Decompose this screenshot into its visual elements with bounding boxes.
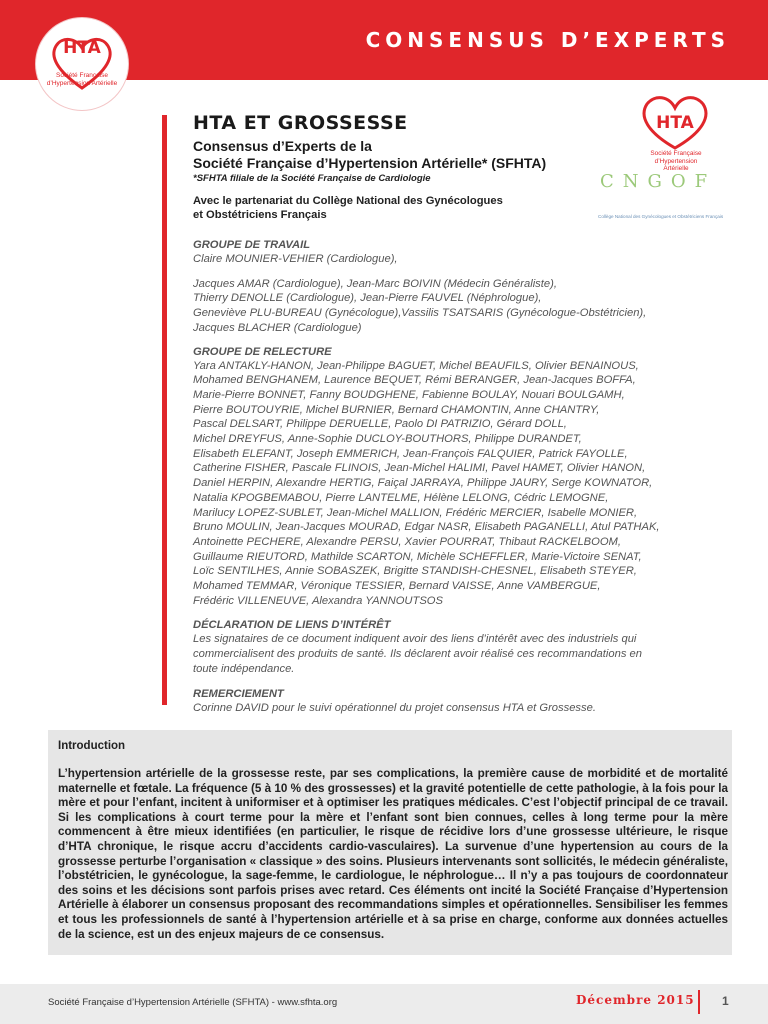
list-item: Antoinette PECHERE, Alexandre PERSU, Xavier POURRAT, Thibaut RACKELBOOM, <box>193 535 621 548</box>
list-item: Marilucy LOPEZ-SUBLET, Jean-Michel MALLION, Frédéric MERCIER, Isabelle MONIER, <box>193 506 638 519</box>
accent-rule <box>162 115 167 705</box>
list-item: Marie-Pierre BONNET, Fanny BOUDGHENE, Fabienne BOULAY, Nouari BOULGAMH, <box>193 388 625 401</box>
list-item: Frédéric VILLENEUVE, Alexandra YANNOUTSOS <box>193 594 443 607</box>
partner-line-1: Avec le partenariat du Collège National des Gynécologues <box>193 195 503 207</box>
list-item: Guillaume RIEUTORD, Mathilde SCARTON, Michèle SCHEFFLER, Marie-Victoire SENAT, <box>193 550 642 563</box>
groupe-travail-list <box>193 252 733 336</box>
partnership <box>193 194 733 222</box>
list-item: Jacques AMAR (Cardiologue), Jean-Marc BOIVIN (Médecin Généraliste), <box>193 277 557 290</box>
groupe-travail-heading: GROUPE DE TRAVAIL <box>193 239 311 251</box>
list-item: Thierry DENOLLE (Cardiologue), Jean-Pierre FAUVEL (Néphrologue), <box>193 292 542 305</box>
introduction-box <box>48 730 732 955</box>
list-item: Michel DREYFUS, Anne-Sophie DUCLOY-BOUTHORS, Philippe DURANDET, <box>193 433 582 446</box>
footer-divider <box>698 990 700 1014</box>
list-item: Yara ANTAKLY-HANON, Jean-Philippe BAGUET, Michel BEAUFILS, Olivier BENAINOUS, <box>193 359 639 372</box>
page-number: 1 <box>722 994 729 1008</box>
list-item: Catherine FISHER, Pascale FLINOIS, Jean-Michel HALIMI, Pavel HAMET, Olivier HANON, <box>193 462 646 475</box>
subtitle-line-2: Société Française d’Hypertension Artérielle* (SFHTA) <box>193 155 547 171</box>
list-item: Claire MOUNIER-VEHIER (Cardiologue), <box>193 253 398 265</box>
logo-subtitle: Société Française d’Hypertension Artérielle <box>46 72 118 87</box>
page-title: HTA ET GROSSESSE <box>193 112 408 134</box>
list-item: Mohamed TEMMAR, Véronique TESSIER, Bernard VAISSE, Anne VAMBERGUE, <box>193 580 601 593</box>
list-item: Jacques BLACHER (Cardiologue) <box>193 321 362 334</box>
list-item: Pascal DELSART, Philippe DERUELLE, Paolo DI PATRIZIO, Gérard DOLL, <box>193 418 567 431</box>
groupe-relecture-heading: GROUPE DE RELECTURE <box>193 345 332 358</box>
sfhta-logo <box>36 18 128 110</box>
list-item: Loïc SENTILHES, Annie SOBASZEK, Brigitte STANDISH-CHESNEL, Elisabeth STEYER, <box>193 565 637 578</box>
list-item: Elisabeth ELEFANT, Joseph EMMERICH, Jean-François FALQUIER, Patrick FAYOLLE, <box>193 447 628 460</box>
footnote: *SFHTA filiale de la Société Française de Cardiologie <box>193 173 431 184</box>
cngof-logo: CNGOF <box>600 171 717 192</box>
document-header <box>193 112 733 715</box>
list-item: commercialisent des produits de santé. Ils déclarent avoir réalisé ces recommandations en <box>193 648 642 661</box>
right-logo-hta-text: HTA <box>656 113 694 133</box>
cngof-subtitle: Collège National des Gynécologues et Obstétriciens Français <box>598 214 724 219</box>
logo-hta-text: HTA <box>63 38 101 58</box>
list-item: Mohamed BENGHANEM, Laurence BEQUET, Rémi BERANGER, Jean-Jacques BOFFA, <box>193 374 636 387</box>
declaration-text <box>193 632 733 676</box>
heart-icon <box>36 18 128 110</box>
introduction-text: L’hypertension artérielle de la grossesse reste, par ses complications, la première cause de morbidité et de mortalité maternelle et fœtale. La fréquence (5 à 10 % des grossesses) et la gravité potentielle de cette pathologie, à la fois pour la mère et pour l’enfant, incitent à uniformiser et à optimiser les pratiques médicales. C’est l’objectif principal de ce travail. Si les complications à court terme pour la mère et l’enfant sont bien connues, celles à long terme pour la mère commencent à être mieux identifiées (en particulier, le risque de récidive lors d’une grossesse ultérieure, le risque d’HTA chronique, le risque accru d’accidents cardio-vasculaires). La survenue d’une hypertension au cours de la grossesse perturbe l’organisation « classique » des soins. Plusieurs intervenants sont sollicités, le médecin généraliste, l’obstétricien, le gynécologue, la sage-femme, le cardiologue, le néphrologue… Il n’y a pas toujours de coordonnateur des soins et les décisions sont parfois prises avec retard. Ces éléments ont incité la Société Française d’Hypertension Artérielle à élaborer un consensus proposant des recommandations simples et opérationnelles. Sensibiliser les femmes et tous les professionnels de santé à l’hypertension artérielle et à sa prise en charge, conforme aux données actuelles de la science, est un des enjeux majeurs de ce consensus. <box>58 767 728 941</box>
list-item: toute indépendance. <box>193 662 295 675</box>
remerciement-heading: REMERCIEMENT <box>193 687 284 700</box>
list-item: Natalia KPOGBEMABOU, Pierre LANTELME, Hélène LELONG, Cédric LEMOGNE, <box>193 491 609 504</box>
list-item: Bruno MOULIN, Jean-Jacques MOURAD, Edgar NASR, Elisabeth PAGANELLI, Atul PATHAK, <box>193 521 660 534</box>
banner-title: CONSENSUS D’EXPERTS <box>365 28 730 52</box>
declaration-heading: DÉCLARATION DE LIENS D’INTÉRÊT <box>193 619 391 632</box>
list-item: Les signataires de ce document indiquent avoir des liens d’intérêt avec des industriels qui <box>193 633 637 646</box>
introduction-heading: Introduction <box>58 740 126 752</box>
list-item: Geneviève PLU-BUREAU (Gynécologue),Vassilis TSATSARIS (Gynécologue-Obstétricien), <box>193 307 647 320</box>
footer-date: Décembre 2015 <box>576 993 695 1007</box>
subtitle <box>193 138 733 172</box>
list-item: Daniel HERPIN, Alexandre HERTIG, Faiçal JARRAYA, Philippe JAURY, Serge KOWNATOR, <box>193 477 653 490</box>
footer-source: Société Française d’Hypertension Artérielle (SFHTA) - www.sfhta.org <box>48 997 338 1008</box>
right-logo-subtitle: Société Française d’Hypertension Artérielle <box>650 150 702 172</box>
subtitle-line-1: Consensus d’Experts de la <box>193 138 372 154</box>
remerciement-text: Corinne DAVID pour le suivi opérationnel du projet consensus HTA et Grossesse. <box>193 701 596 714</box>
list-item: Pierre BOUTOUYRIE, Michel BURNIER, Bernard CHAMONTIN, Anne CHANTRY, <box>193 403 600 416</box>
groupe-relecture-list <box>193 359 733 609</box>
partner-line-2: et Obstétriciens Français <box>193 209 327 221</box>
